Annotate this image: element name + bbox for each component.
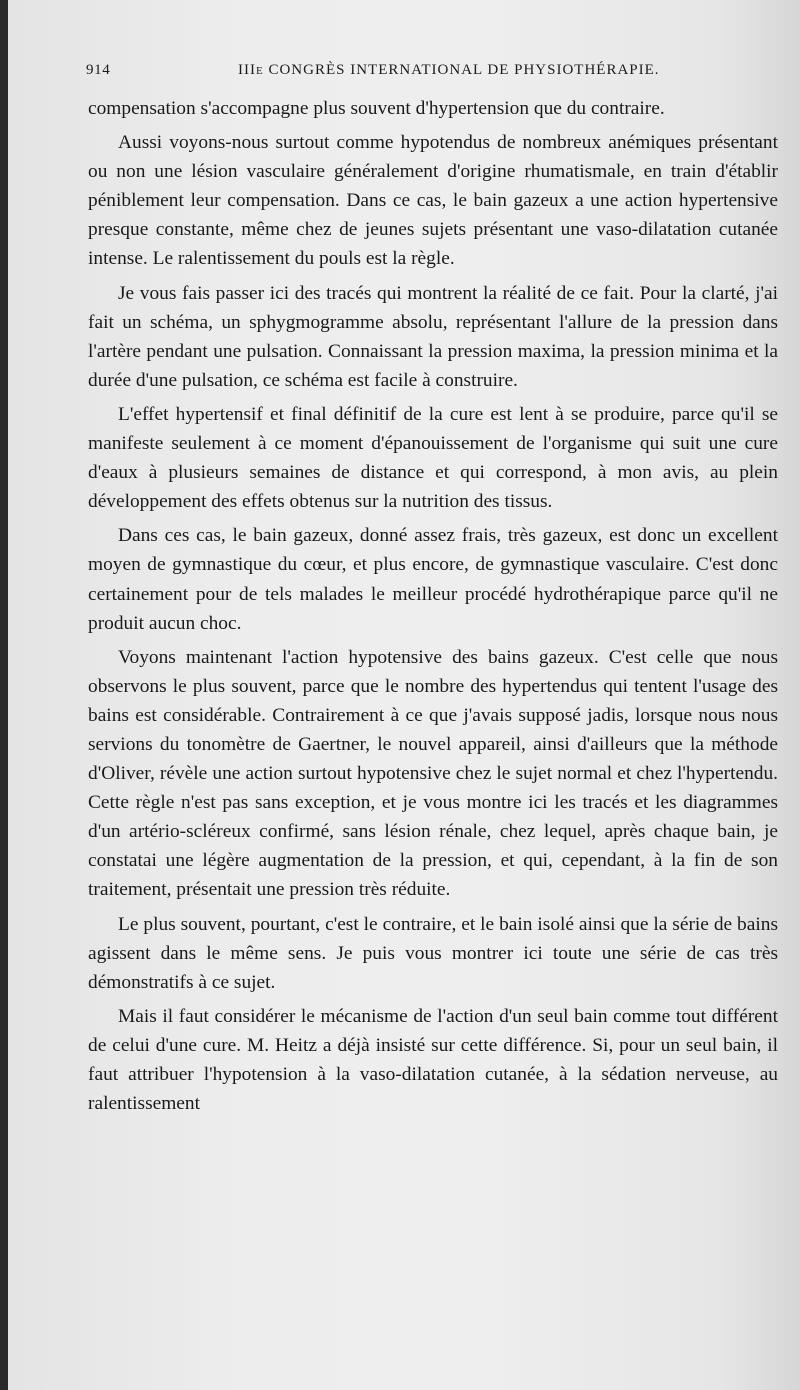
page-number: 914: [86, 62, 111, 78]
paragraph: Dans ces cas, le bain gazeux, donné assez frais, très gazeux, est donc un excellent moyen de gymnastique du cœur, et plus encore, de gymnastique vasculaire. C'est donc certainement pour de tels malades le meilleur procédé hydrothérapique parce qu'il ne produit aucun choc.: [88, 525, 778, 634]
paragraph: L'effet hypertensif et final définitif de la cure est lent à se produire, parce qu'il se manifeste seulement à ce moment d'épanouissement de l'organisme qui suit une cure d'eaux à plusieurs semaines de distance et qui correspond, à mon avis, au plein développement des effets obtenus sur la nutrition des tissus.: [88, 403, 778, 513]
paragraph: Aussi voyons-nous surtout comme hypotendus de nombreux anémiques présentant ou non une lésion vasculaire généralement d'origine rhumatismale, en train d'établir péniblement leur compensation. Dans ce cas, le bain gazeux a une action hypertensive presque constante, même chez de jeunes sujets présentant une vaso-dilatation cutanée intense. Le ralentissement du pouls est la règle.: [88, 132, 778, 270]
paragraph: Le plus souvent, pourtant, c'est le contraire, et le bain isolé ainsi que la série de bains agissent dans le même sens. Je puis vous montrer ici toute une série de cas très démonstratifs à ce sujet.: [88, 913, 778, 993]
paragraph: Je vous fais passer ici des tracés qui montrent la réalité de ce fait. Pour la clarté, j'ai fait un schéma, un sphygmogramme absolu, représentant l'allure de la pression dans l'artère pendant une pulsation. Connaissant la pression maxima, la pression minima et la durée d'une pulsation, ce schéma est facile à construire.: [88, 282, 778, 391]
running-header: [86, 62, 776, 86]
body-text: [88, 94, 778, 1123]
paragraph: Voyons maintenant l'action hypotensive des bains gazeux. C'est celle que nous observons le plus souvent, parce que le nombre des hypertendus qui tentent l'usage des bains est considérable. Contrairement à ce que j'avais supposé jadis, lorsque nous nous servions du tonomètre de Gaertner, le nouvel appareil, ainsi d'ailleurs que la méthode d'Oliver, révèle une action surtout hypotensive chez le sujet normal et chez l'hypertendu. Cette règle n'est pas sans exception, et je vous montre ici les tracés et les diagrammes d'un artério-scléreux confirmé, sans lésion rénale, chez lequel, après chaque bain, je constatai une légère augmentation de la pression, et qui, cependant, à la fin de son traitement, présentait une pression très réduite.: [88, 646, 778, 901]
paragraph-continuation: compensation s'accompagne plus souvent d'hypertension que du contraire.: [88, 98, 665, 119]
running-title: IIIe CONGRÈS INTERNATIONAL DE PHYSIOTHÉRAPIE.: [238, 62, 660, 78]
book-page: [8, 0, 800, 1390]
paragraph: Mais il faut considérer le mécanisme de l'action d'un seul bain comme tout différent de celui d'une cure. M. Heitz a déjà insisté sur cette différence. Si, pour un seul bain, il faut attribuer l'hypotension à la vaso-dilatation cutanée, à la sédation nerveuse, au ralentissement: [88, 1005, 778, 1115]
